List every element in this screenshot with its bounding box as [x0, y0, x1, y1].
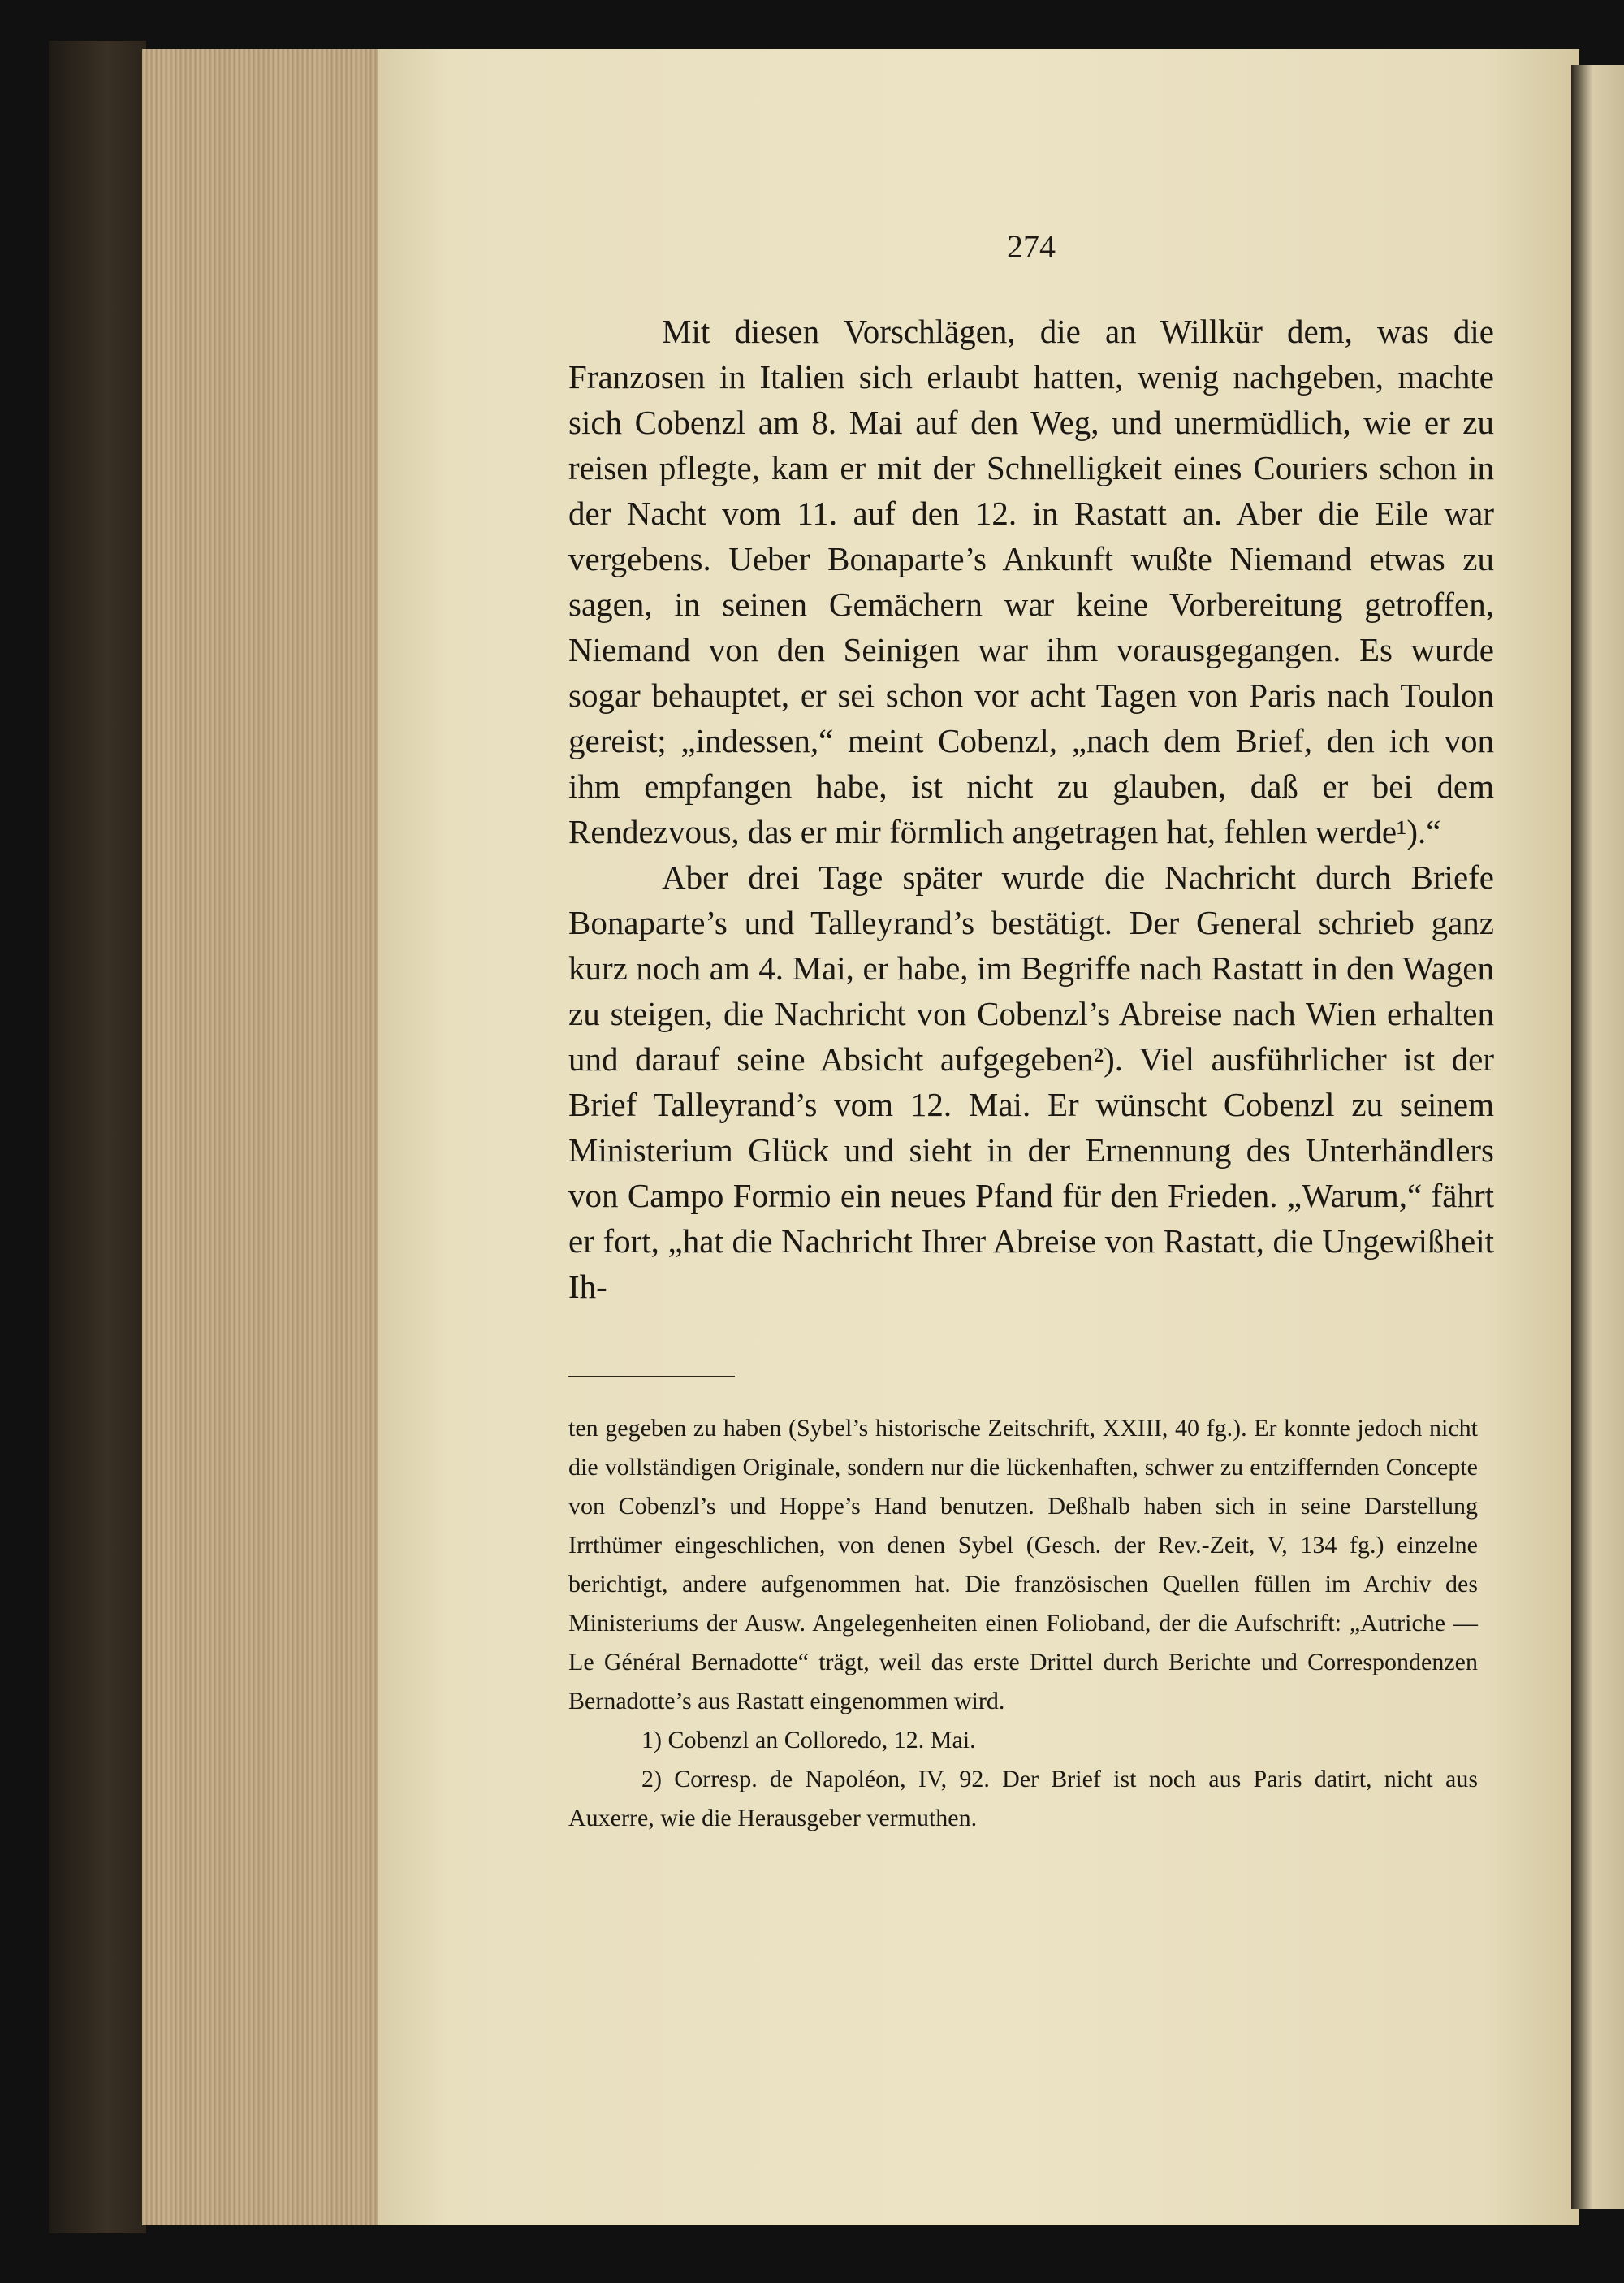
- book-binding: [49, 41, 146, 2233]
- footnote-1: 1) Cobenzl an Colloredo, 12. Mai.: [641, 1727, 976, 1753]
- footnote-2: 2) Corresp. de Napoléon, IV, 92. Der Brief ist noch aus Paris datirt, nicht aus Auxerre, wie die Herausgeber vermuthen.: [568, 1766, 1478, 1831]
- paragraph: Mit diesen Vorschlägen, die an Willkür dem, was die Franzosen in Italien sich erlaubt hatten, wenig nachgeben, machte sich Cobenzl am 8. Mai auf den Weg, und unermüdlich, wie er zu reisen pflegte, kam er mit der Schnelligkeit eines Couriers schon in der Nacht vom 11. auf den 12. in Rastatt an. Aber die Eile war vergebens. Ueber Bonaparte’s Ankunft wußte Niemand etwas zu sagen, in seinen Gemächern war keine Vorbereitung getroffen, Niemand von den Seinigen war ihm vorausgegangen. Es wurde sogar behauptet, er sei schon vor acht Tagen von Paris nach Toulon gereist; „indessen,“ meint Cobenzl, „nach dem Brief, den ich von ihm empfangen habe, ist nicht zu glauben, daß er bei dem Rendezvous, das er mir förmlich angetragen hat, fehlen werde¹).“: [568, 313, 1494, 850]
- paragraph: Aber drei Tage später wurde die Nachricht durch Briefe Bonaparte’s und Talleyrand’s bestätigt. Der General schrieb ganz kurz noch am 4. Mai, er habe, im Begriffe nach Rastatt in den Wagen zu steigen, die Nachricht von Cobenzl’s Abreise nach Wien erhalten und darauf seine Absicht aufgegeben²). Viel ausführlicher ist der Brief Talleyrand’s vom 12. Mai. Er wünscht Cobenzl zu seinem Ministerium Glück und sieht in der Ernennung des Unterhändlers von Campo Formio ein neues Pfand für den Frieden. „Warum,“ fährt er fort, „hat die Nachricht Ihrer Abreise von Rastatt, die Ungewißheit Ih-: [568, 858, 1494, 1305]
- footnotes: [568, 1409, 1478, 1838]
- page-edge-stack: [142, 49, 386, 2225]
- footnote-rule: [568, 1376, 735, 1377]
- facing-page-edge: [1571, 65, 1624, 2209]
- page-number: 274: [1007, 228, 1056, 265]
- footnote-continuation: ten gegeben zu haben (Sybel’s historische Zeitschrift, XXIII, 40 fg.). Er konnte jedoch nicht die vollständigen Originale, sondern nur die lückenhaften, schwer zu entziffernden Concepte von Cobenzl’s und Hoppe’s Hand benutzen. Deßhalb haben sich in seine Darstellung Irrthümer eingeschlichen, von denen Sybel (Gesch. der Rev.-Zeit, V, 134 fg.) einzelne berichtigt, andere aufgenommen hat. Die französischen Quellen füllen im Archiv des Ministeriums der Ausw. Angelegenheiten einen Folioband, der die Aufschrift: „Autriche — Le Général Bernadotte“ trägt, weil das erste Drittel durch Berichte und Correspondenzen Bernadotte’s aus Rastatt eingenommen wird.: [568, 1415, 1478, 1714]
- body-text: [568, 309, 1494, 1309]
